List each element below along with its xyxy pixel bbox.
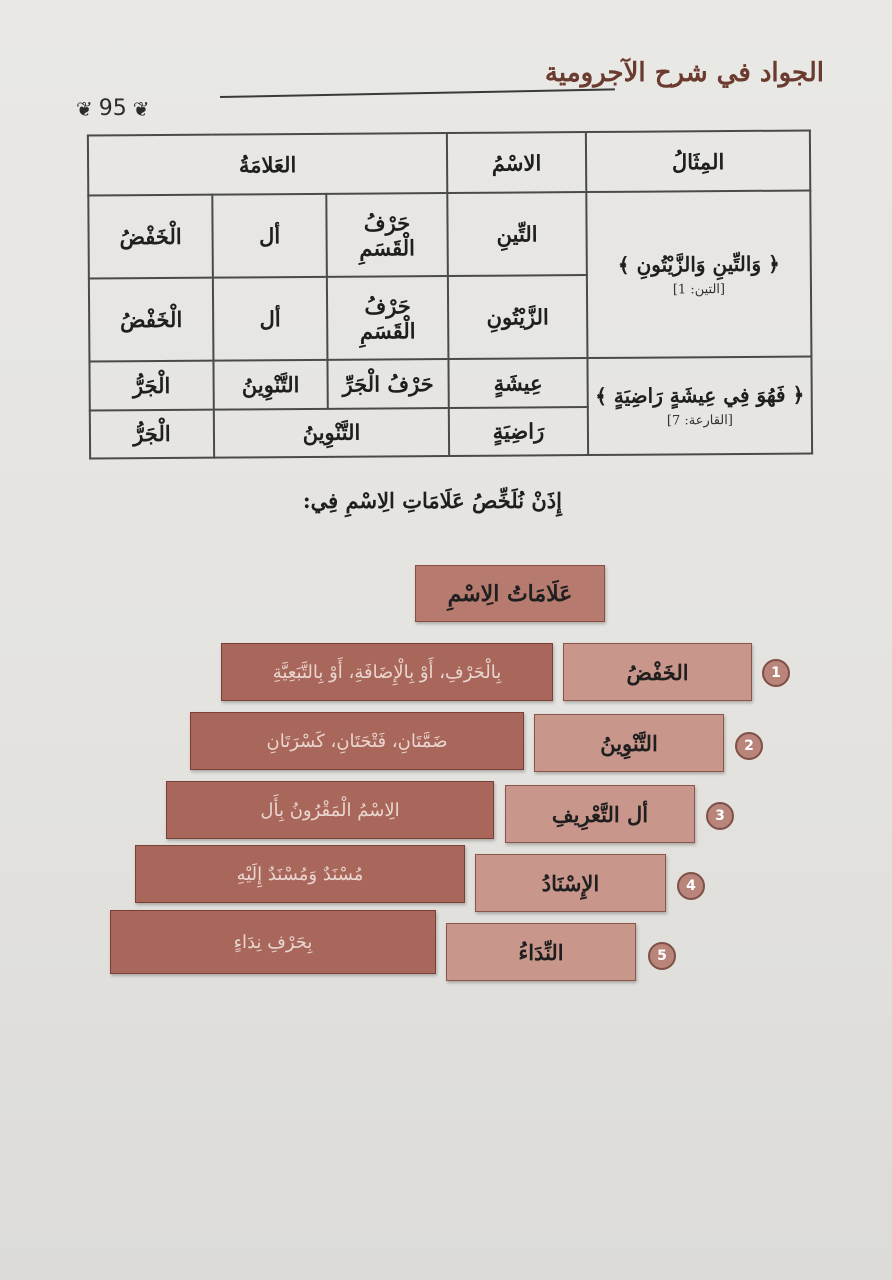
mark-cell: التَّنْوِينُ — [213, 360, 327, 409]
mark-cell: أل — [213, 277, 328, 361]
item-number-badge: 5 — [648, 942, 676, 970]
item-number-badge: 2 — [735, 732, 763, 760]
mark-cell: حَرْفُ الْقَسَمِ — [327, 276, 449, 360]
verse-reference: [القارعة: 7] — [666, 413, 733, 429]
header-rule — [220, 88, 615, 98]
mark-label-box: النِّدَاءُ — [446, 923, 636, 981]
noun-cell: رَاضِيَةٍ — [449, 407, 588, 456]
ornament-icon: ❦ — [132, 96, 150, 121]
item-number-badge: 3 — [706, 802, 734, 830]
mark-cell: الْخَفْضُ — [89, 278, 214, 362]
mark-description-box: بِحَرْفِ نِدَاءٍ — [110, 910, 436, 974]
examples-table — [87, 129, 813, 459]
summary-text: إِذَنْ نُلَخِّصُ عَلَامَاتِ الِاسْمِ فِي: — [302, 488, 562, 513]
mark-cell: حَرْفُ الْقَسَمِ — [326, 193, 448, 277]
mark-cell: أل — [212, 194, 327, 278]
header-example: المِثَالُ — [586, 130, 810, 192]
mark-label-box: التَّنْوِينُ — [534, 714, 724, 772]
mark-label-box: الإِسْنَادُ — [475, 854, 666, 912]
mark-cell: التَّنْوِينُ — [214, 408, 449, 458]
table-header-row — [88, 130, 810, 195]
verse-text: ﴿ فَهُوَ فِي عِيشَةٍ رَاضِيَةٍ ﴾ — [595, 382, 805, 409]
mark-description-box: الِاسْمُ الْمَقْرُونُ بِأَل — [166, 781, 494, 839]
mark-label-box: أل التَّعْرِيفِ — [505, 785, 695, 843]
verse-reference: [التين: 1] — [672, 281, 726, 298]
mark-cell: الْجَرُّ — [90, 409, 214, 458]
verse-cell-2 — [587, 357, 812, 455]
page-number-group — [76, 96, 150, 121]
mark-label-box: الخَفْضُ — [563, 643, 752, 701]
item-number-badge: 4 — [677, 872, 705, 900]
table-row — [89, 357, 811, 410]
mark-description-box: مُسْنَدٌ وَمُسْنَدٌ إِلَيْهِ — [135, 845, 465, 903]
item-number-badge: 1 — [762, 659, 790, 687]
table-row — [88, 190, 811, 278]
header-noun: الاسْمُ — [447, 132, 586, 193]
diagram-title: عَلَامَاتُ الِاسْمِ — [415, 565, 605, 622]
verse-text: ﴿ وَالتِّينِ وَالزَّيْتُونِ ﴾ — [617, 251, 780, 277]
ornament-icon: ❦ — [76, 96, 93, 121]
book-title: الجواد في شرح الآجرومية — [544, 58, 824, 88]
header-mark: العَلامَةُ — [88, 133, 447, 196]
noun-cell: التِّينِ — [447, 192, 587, 276]
mark-cell: الْجَرُّ — [89, 361, 213, 410]
verse-cell-1 — [586, 190, 811, 358]
page-number: 95 — [98, 96, 127, 121]
noun-cell: الزَّيْتُونِ — [448, 275, 588, 359]
mark-description-box: بِالْحَرْفِ، أَوْ بِالْإِضَافَةِ، أَوْ بِالتَّبَعِيَّةِ — [221, 643, 553, 701]
mark-cell: الْخَفْضُ — [88, 195, 213, 279]
noun-cell: عِيشَةٍ — [448, 358, 587, 407]
mark-cell: حَرْفُ الْجَرِّ — [327, 359, 448, 408]
mark-description-box: ضَمَّتَانِ، فَتْحَتَانِ، كَسْرَتَانِ — [190, 712, 524, 770]
